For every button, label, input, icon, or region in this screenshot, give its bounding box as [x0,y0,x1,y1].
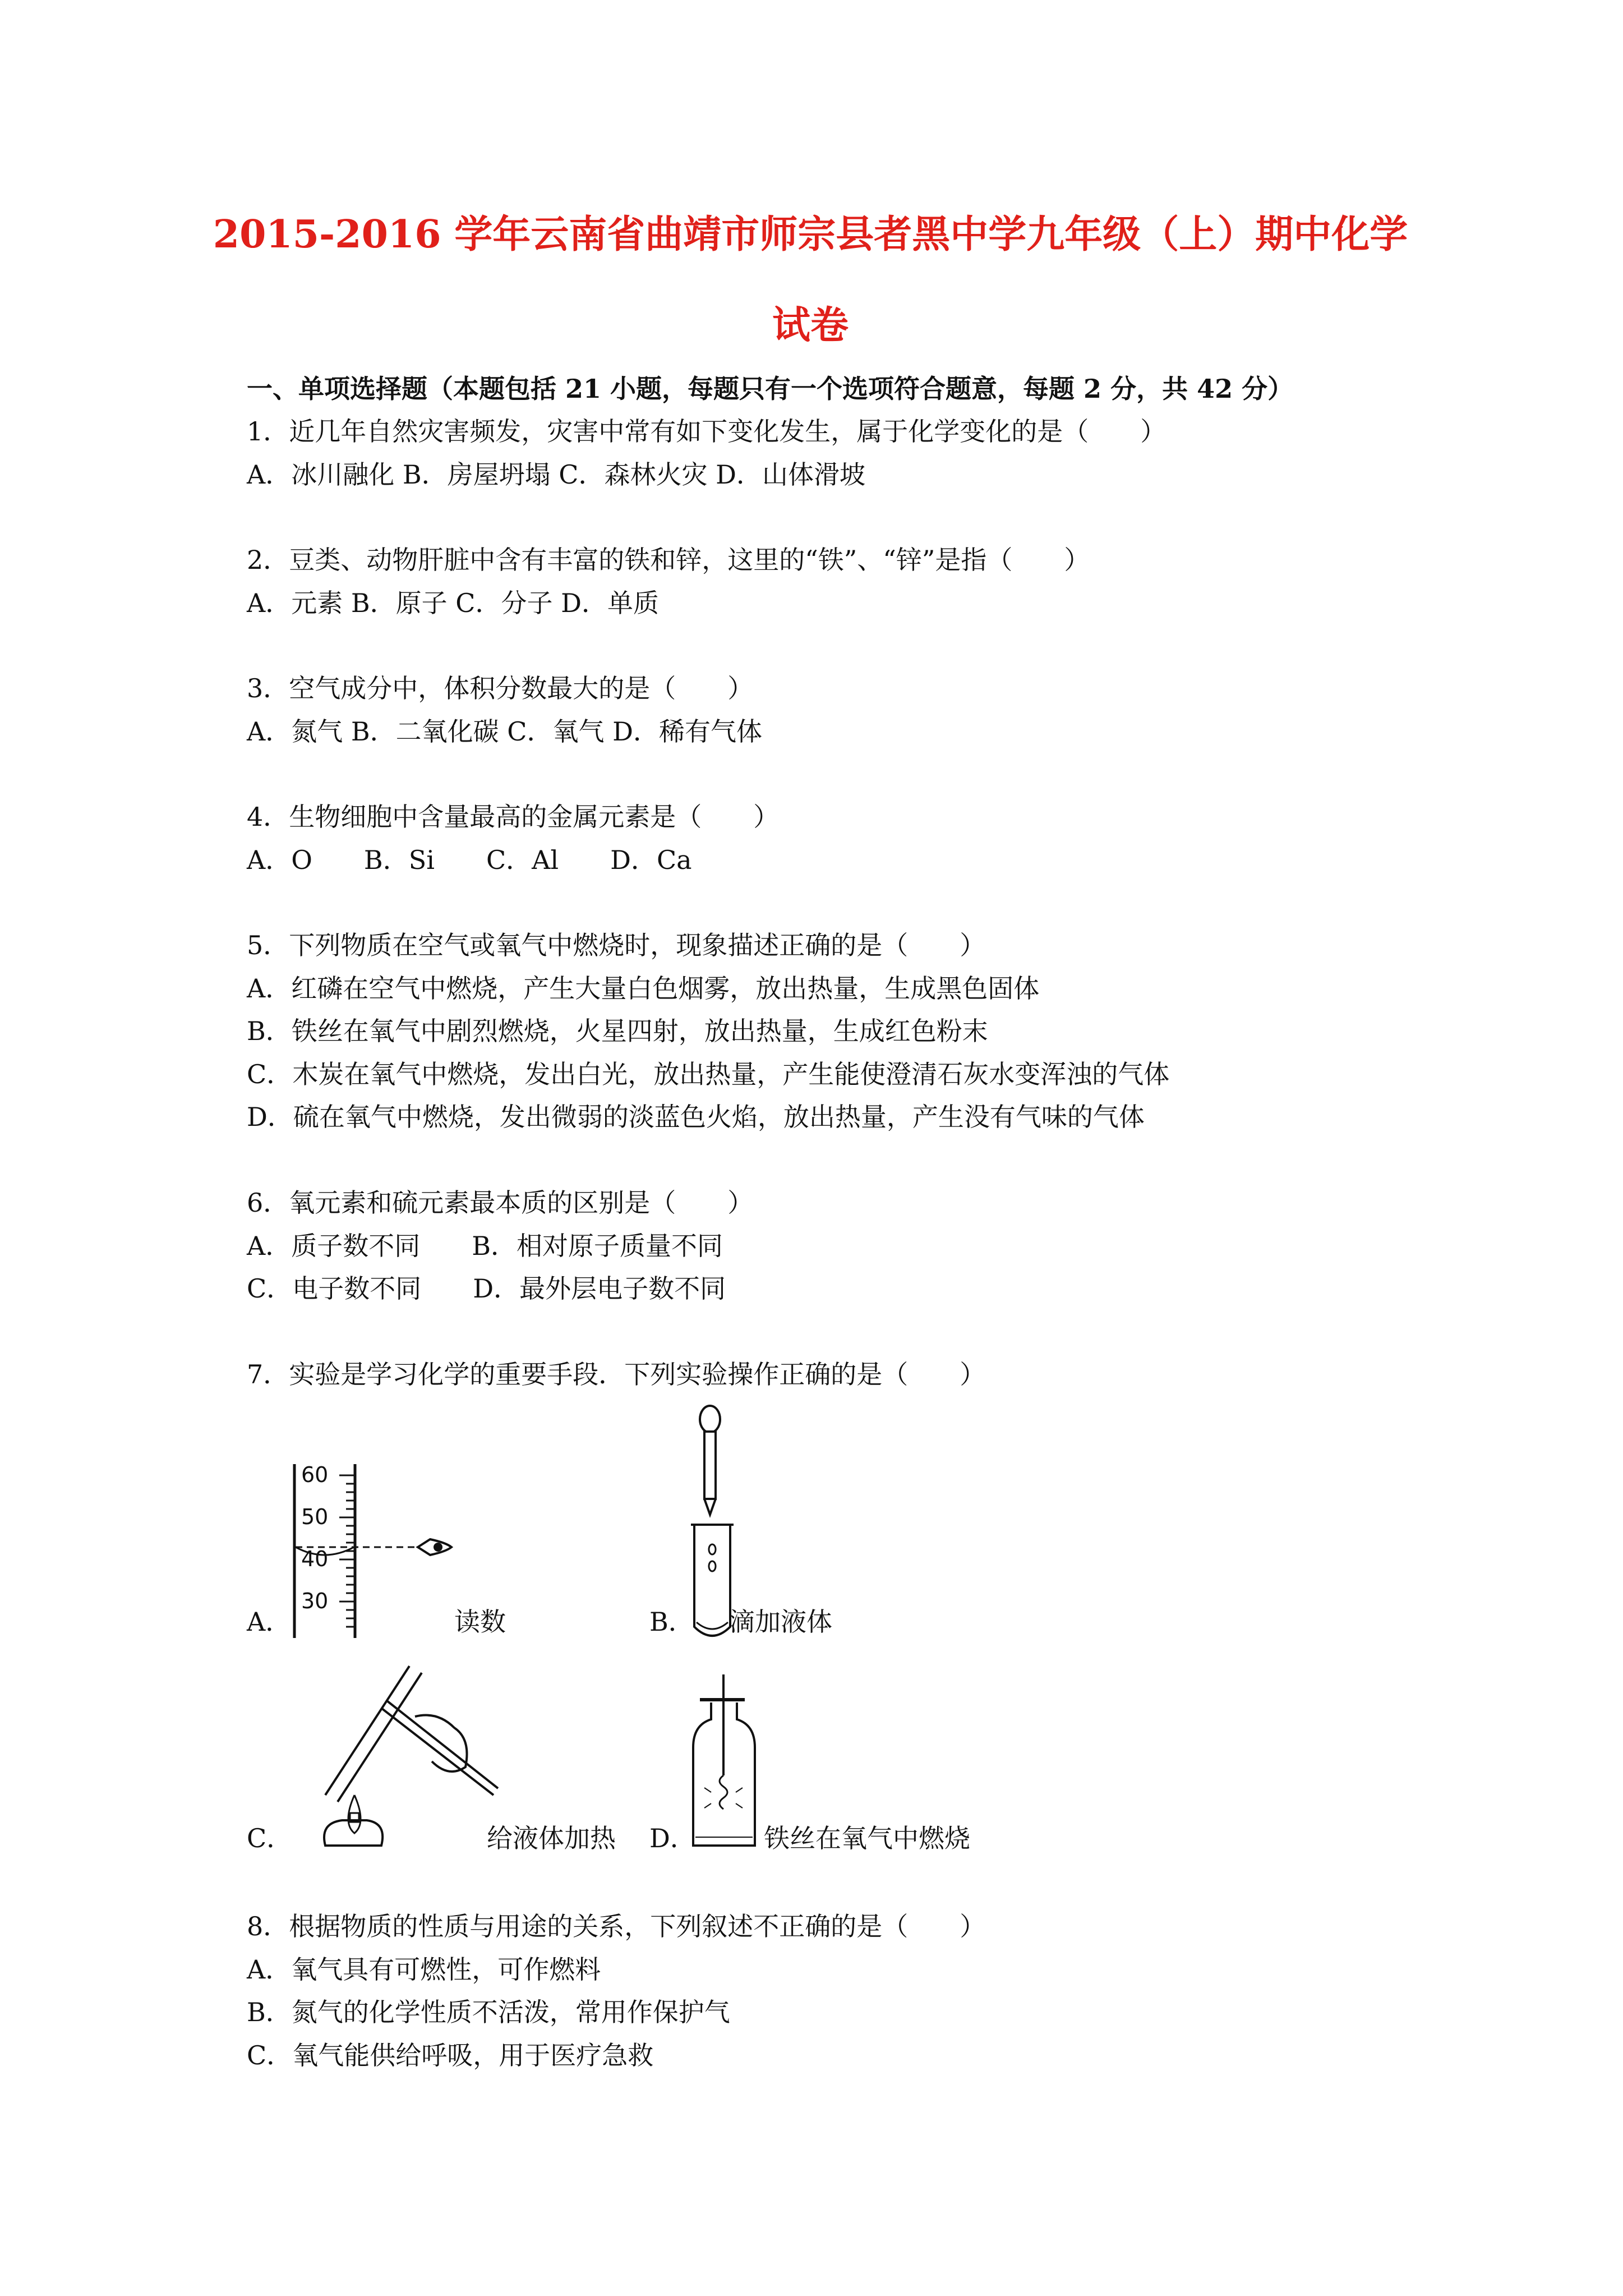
question-7-option-a-caption: 读数 [454,1607,506,1637]
eye-icon [418,1539,451,1555]
section-heading: 一、单项选择题（本题包括 21 小题，每题只有一个选项符合题意，每题 2 分，共 42 分） [247,374,1294,404]
question-5-option-a: A．红磷在空气中燃烧，产生大量白色烟雾，放出热量，生成黑色固体 [247,973,1040,1004]
question-8-stem: 8．根据物质的性质与用途的关系，下列叙述不正确的是（ ） [247,1911,986,1941]
question-6-options-cd: C．电子数不同 D．最外层电子数不同 [247,1273,726,1304]
question-3-stem: 3．空气成分中，体积分数最大的是（ ） [247,673,754,703]
question-5-option-d: D．硫在氧气中燃烧，发出微弱的淡蓝色火焰，放出热量，产生没有气味的气体 [247,1102,1145,1132]
cylinder-tick-30: 30 [301,1589,329,1613]
cylinder-tick-50: 50 [301,1504,329,1529]
question-7-option-d-caption: 铁丝在氧气中燃烧 [764,1823,970,1853]
question-2-stem: 2．豆类、动物肝脏中含有丰富的铁和锌，这里的“铁”、“锌”是指（ ） [247,545,1090,575]
question-8-option-c: C．氧气能供给呼吸，用于医疗急救 [247,2040,654,2070]
iron-wire-bottle-figure [689,1669,773,1854]
cylinder-tick-60: 60 [301,1462,329,1487]
question-4-options: A．O B．Si C．Al D．Ca [247,845,692,875]
question-6-options-ab: A．质子数不同 B．相对原子质量不同 [247,1231,723,1261]
question-7-option-a-letter: A． [247,1607,292,1637]
question-1-stem: 1．近几年自然灾害频发，灾害中常有如下变化发生，属于化学变化的是（ ） [247,416,1166,447]
question-4-stem: 4．生物细胞中含量最高的金属元素是（ ） [247,802,780,832]
question-6-stem: 6．氧元素和硫元素最本质的区别是（ ） [247,1188,754,1218]
question-5-option-c: C．木炭在氧气中燃烧，发出白光，放出热量，产生能使澄清石灰水变浑浊的气体 [247,1059,1170,1089]
question-2-options: A．元素 B．原子 C．分子 D．单质 [247,588,659,618]
question-8-option-a: A．氧气具有可燃性，可作燃料 [247,1954,601,1985]
exam-title-line-1: 2015-2016 学年云南省曲靖市师宗县者黑中学九年级（上）期中化学 [213,212,1408,257]
question-7-option-c-caption: 给液体加热 [487,1823,616,1853]
question-1-options: A．冰川融化 B．房屋坍塌 C．森林火灾 D．山体滑坡 [247,459,865,490]
question-7-option-b-letter: B． [649,1607,694,1637]
cylinder-tick-40: 40 [301,1547,329,1571]
question-7-option-b-caption: 滴加液体 [729,1607,832,1637]
question-5-option-b: B．铁丝在氧气中剧烈燃烧，火星四射，放出热量，生成红色粉末 [247,1016,988,1046]
heating-test-tube-figure [303,1655,505,1857]
question-8-option-b: B．氮气的化学性质不活泼，常用作保护气 [247,1997,730,2027]
graduated-cylinder-figure [283,1458,468,1644]
question-5-stem: 5．下列物质在空气或氧气中燃烧时，现象描述正确的是（ ） [247,930,986,960]
exam-title-line-2: 试卷 [772,303,849,348]
question-7-stem: 7．实验是学习化学的重要手段．下列实验操作正确的是（ ） [247,1359,986,1389]
question-7-option-d-letter: D． [649,1823,696,1853]
question-7-option-c-letter: C． [247,1823,293,1853]
question-3-options: A．氮气 B．二氧化碳 C．氧气 D．稀有气体 [247,716,762,747]
